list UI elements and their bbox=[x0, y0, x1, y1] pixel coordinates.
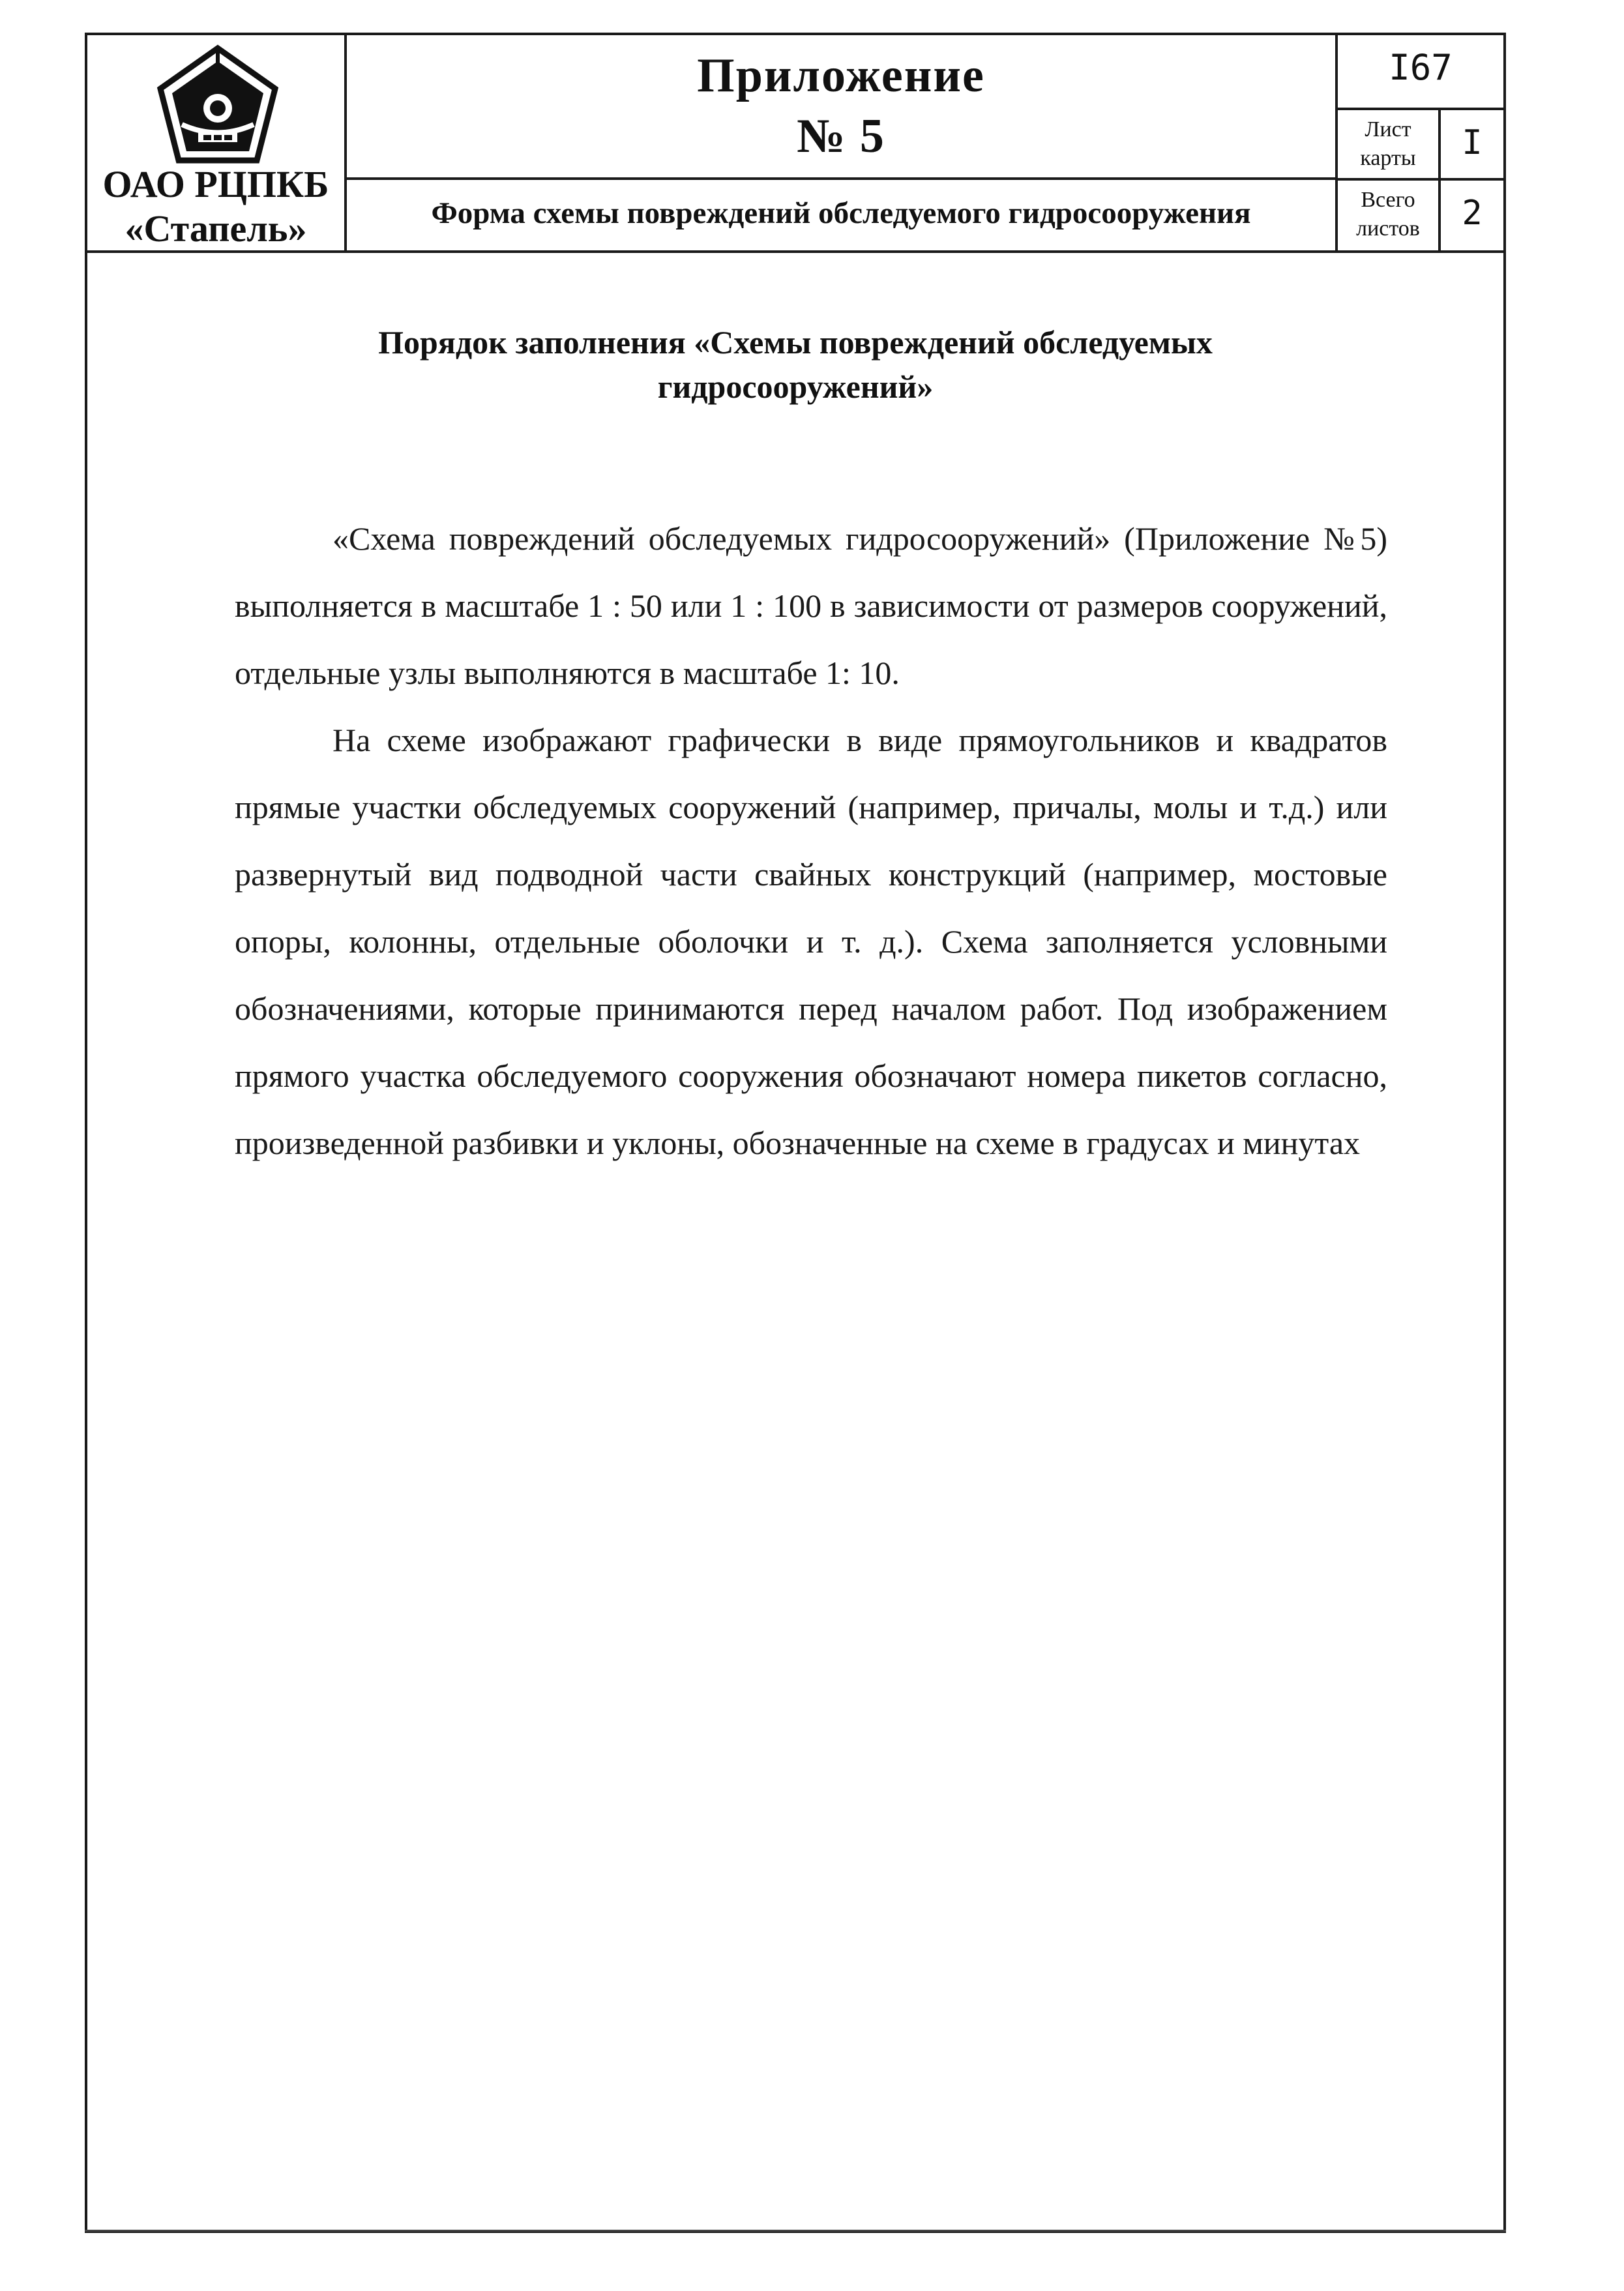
sheet-value: I bbox=[1462, 123, 1483, 162]
section-heading-line2: гидросооружений» bbox=[657, 368, 934, 405]
form-subtitle: Форма схемы повреждений обследуемого гидросооружения bbox=[431, 196, 1251, 230]
total-label: Всего листов bbox=[1338, 181, 1441, 250]
body-text bbox=[235, 505, 1387, 1177]
company-logo-icon bbox=[153, 43, 283, 167]
paragraph-1: «Схема повреждений обследуемых гидросооружений» (Приложение №5) выполняется в масштабе 1 : 50 или 1 : 100 в зависимости от размеров сооружений, отдельные узлы выполняются в масштабе 1: 10. bbox=[235, 520, 1387, 691]
sheet-label: Лист карты bbox=[1338, 110, 1441, 178]
appendix-title: Приложение bbox=[697, 49, 985, 102]
org-name-line1: ОАО РЦПКБ bbox=[102, 163, 329, 205]
logo-cell bbox=[87, 35, 347, 250]
bottom-border bbox=[85, 2223, 1506, 2232]
title-block bbox=[87, 35, 1503, 253]
title-cell bbox=[347, 35, 1338, 250]
section-heading-line1: Порядок заполнения «Схемы повреждений обследуемых bbox=[378, 324, 1213, 361]
total-value: 2 bbox=[1462, 194, 1483, 233]
sheet-info-block bbox=[1338, 35, 1503, 250]
sheet-row bbox=[1338, 110, 1503, 181]
page-number: I67 bbox=[1338, 35, 1503, 110]
paragraph-2: На схеме изображают графически в виде прямоугольников и квадратов прямые участки обследуемых сооружений (например, причалы, молы и т.д.) или развернутый вид подводной части свайных конструкций (например, мостовые опоры, колонны, отдельные оболочки и т. д.). Схема заполняется условными обозначениями, которые принимаются перед началом работ. Под изображением прямого участка обследуемого сооружения обозначают номера пикетов согласно, произведенной разбивки и уклоны, обозначенные на схеме в градусах и минутах bbox=[235, 722, 1387, 1161]
appendix-number: № 5 bbox=[797, 110, 885, 163]
total-row bbox=[1338, 181, 1503, 250]
org-name-line2: «Стапель» bbox=[125, 207, 307, 250]
title-top bbox=[347, 35, 1335, 180]
